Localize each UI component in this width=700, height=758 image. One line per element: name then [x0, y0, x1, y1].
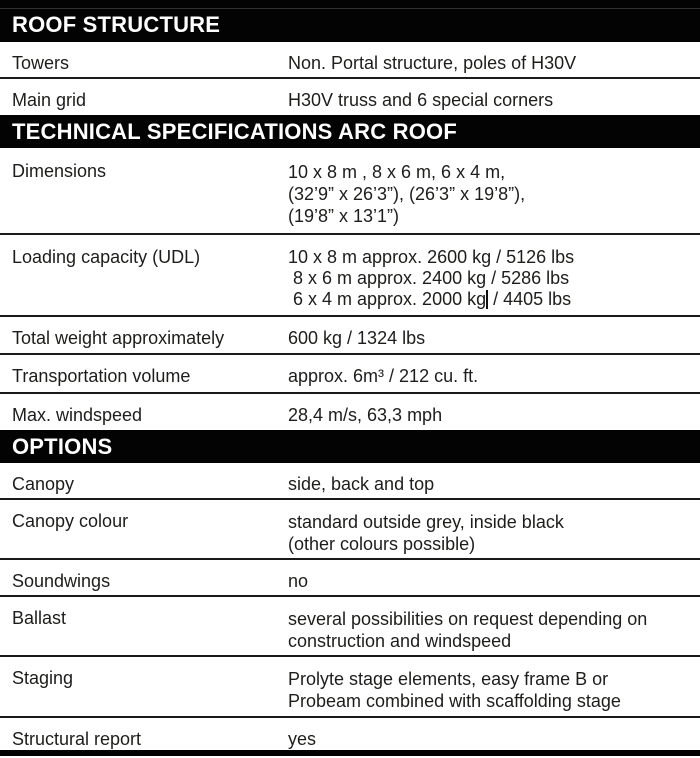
row-label: Staging: [12, 668, 74, 688]
row-value: 10 x 8 m , 8 x 6 m, 6 x 4 m, (32’9” x 26’3”), (26’3” x 19’8”), (19’8” x 13’1”): [288, 162, 526, 226]
section-header-roof-structure: [0, 0, 700, 42]
row-value: 28,4 m/s, 63,3 mph: [288, 405, 443, 425]
bottom-black-bar: [0, 750, 700, 756]
row-label: Total weight approximately: [12, 328, 225, 348]
row-label: Structural report: [12, 729, 142, 749]
spec-row-total-weight: [0, 317, 700, 353]
row-label: Ballast: [12, 608, 67, 628]
section-header-technical-specifications: [0, 115, 700, 148]
section-header-options: [0, 430, 700, 463]
caret-line: 6 x 4 m approx. 2000 kg / 4405 lbs: [288, 289, 572, 309]
row-value: yes: [288, 729, 317, 749]
section-title: TECHNICAL SPECIFICATIONS ARC ROOF: [12, 118, 457, 144]
spec-row-staging: [0, 657, 700, 716]
spec-row-max-windspeed: [0, 394, 700, 430]
row-value: no: [288, 571, 309, 591]
row-label: Dimensions: [12, 161, 107, 181]
row-value: Prolyte stage elements, easy frame B or Probeam combined with scaffolding stage: [288, 669, 621, 711]
spec-row-ballast: [0, 597, 700, 655]
section-title: OPTIONS: [12, 433, 113, 459]
spec-row-towers: [0, 42, 700, 77]
row-value: standard outside grey, inside black (other colours possible): [288, 512, 564, 554]
spec-row-dimensions: [0, 148, 700, 233]
spec-row-canopy-colour: [0, 500, 700, 558]
row-label: Canopy: [12, 474, 75, 494]
row-label: Canopy colour: [12, 511, 129, 531]
spec-row-structural-report: [0, 718, 700, 750]
section-title: ROOF STRUCTURE: [12, 11, 221, 37]
row-value-editable[interactable]: 10 x 8 m approx. 2600 kg / 5126 lbs 8 x 6 m approx. 2400 kg / 5286 lbs 6 x 4 m approx. 2000 kg / 4405 lbs: [288, 247, 700, 310]
spec-row-transportation-volume: [0, 355, 700, 392]
row-label: Soundwings: [12, 571, 111, 591]
row-value: 600 kg / 1324 lbs: [288, 328, 426, 348]
row-label: Loading capacity (UDL): [12, 247, 201, 267]
row-label: Towers: [12, 53, 70, 73]
row-value: approx. 6m³ / 212 cu. ft.: [288, 366, 479, 386]
spec-row-loading-capacity: [0, 235, 700, 315]
spec-row-main-grid: [0, 79, 700, 115]
row-label: Transportation volume: [12, 366, 191, 386]
spec-row-canopy: [0, 463, 700, 498]
row-label: Main grid: [12, 90, 87, 110]
row-value: side, back and top: [288, 474, 435, 494]
spec-row-soundwings: [0, 560, 700, 595]
row-value: several possibilities on request depending on construction and windspeed: [288, 609, 648, 651]
row-label: Max. windspeed: [12, 405, 143, 425]
row-value: Non. Portal structure, poles of H30V: [288, 53, 577, 73]
row-value: H30V truss and 6 special corners: [288, 90, 554, 110]
top-bar-hairline: [0, 8, 700, 9]
